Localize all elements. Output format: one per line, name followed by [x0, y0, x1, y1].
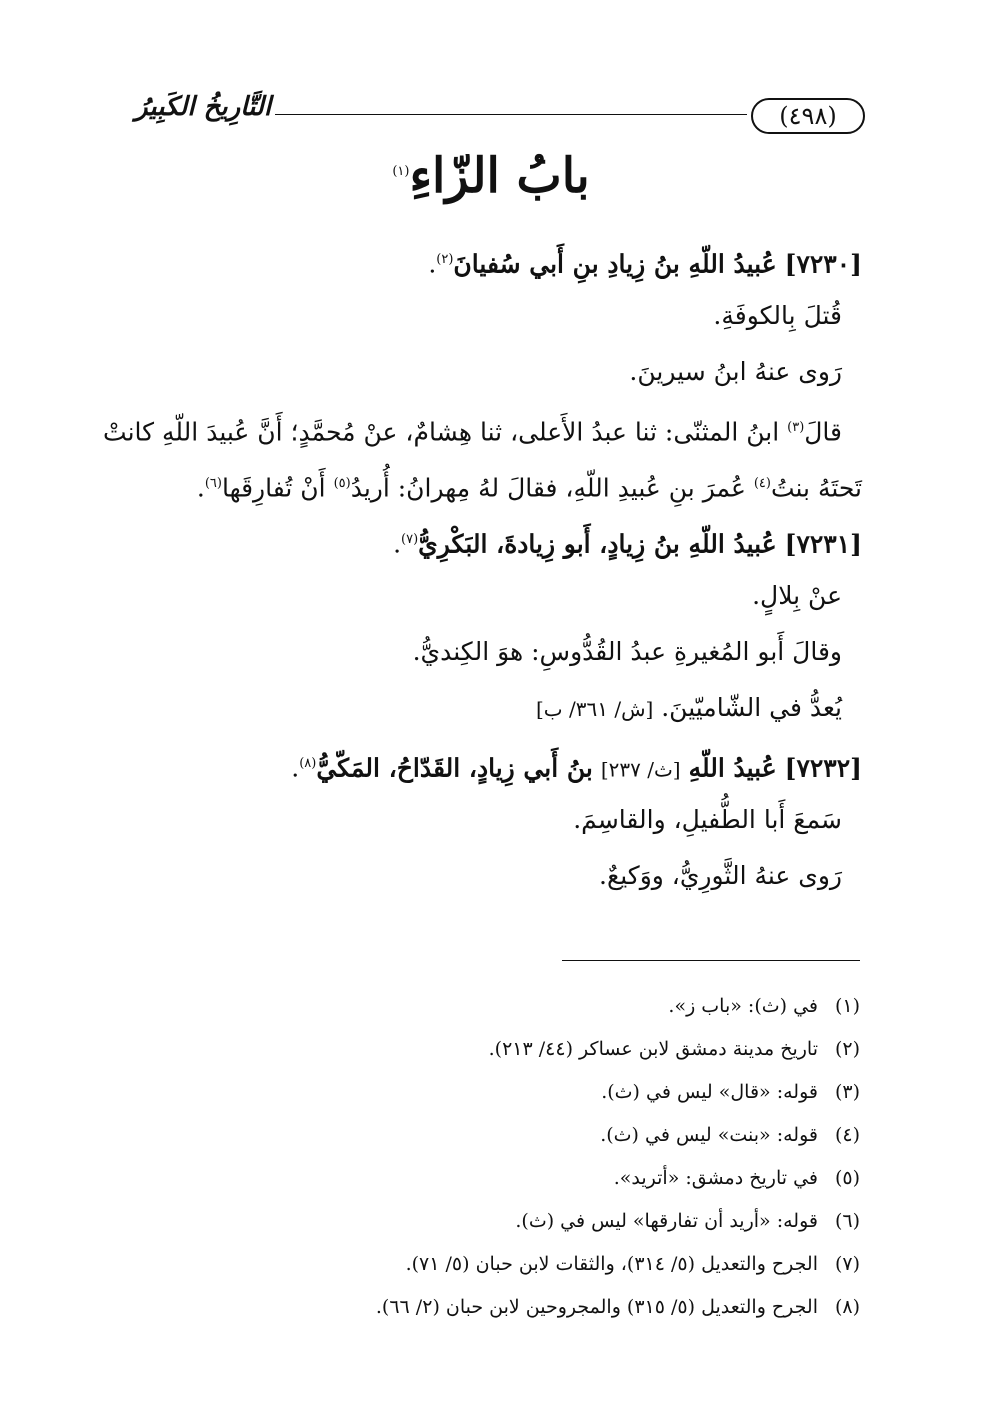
footnote-ref: (٤): [753, 476, 771, 491]
footnote-ref: (٦): [204, 476, 222, 491]
footnote-ref: (١): [392, 164, 410, 179]
text-span: عُمرَ بنِ عُبيدِ اللّهِ، فقالَ لهُ مِهرانُ: أُريدُ: [350, 473, 754, 503]
entry-line: [103, 400, 862, 456]
entry-name: بنُ أَبي زِيادٍ، القَدّاحُ، المَكّيُّ: [316, 753, 593, 783]
footnote-number: (٨): [834, 1296, 860, 1318]
footnote-text: في تاريخ دمشق: «أتريد».: [613, 1167, 818, 1189]
entry-name: عُبيدُ اللّهِ بنُ زِيادِ بنِ أَبي سُفيانَ: [453, 249, 777, 279]
footnote-number: (٥): [834, 1167, 860, 1189]
body-text: [103, 232, 862, 904]
footnote-number: (٢): [834, 1038, 860, 1060]
footnote: [160, 1200, 860, 1243]
footnote-number: (١): [834, 995, 860, 1017]
entry-line: قُتلَ بِالكوفَةِ.: [713, 301, 842, 330]
text-span: ابنُ المثنّى: ثنا عبدُ الأَعلى، ثنا هِشامٌ، عنْ مُحمَّدٍ؛ أَنَّ عُبيدَ اللّهِ كانتْ: [103, 417, 788, 447]
footnote: [160, 1028, 860, 1071]
footnote-text: الجرح والتعديل (٥/ ٣١٥) والمجروحين لابن حبان (٢/ ٦٦).: [375, 1296, 818, 1318]
footnote-text: في (ث): «باب ز».: [668, 995, 818, 1017]
footnote-number: (٣): [834, 1081, 860, 1103]
footnote: [160, 1243, 860, 1286]
footnote-ref: (٨): [299, 756, 317, 771]
page-number: (٤٩٨): [751, 98, 865, 134]
chapter-title: بابُ الزّاءِ: [409, 148, 590, 204]
footnote-text: قوله: «بنت» ليس في (ث).: [600, 1124, 818, 1146]
entry-heading-7231: [٧٢٣١] عُبيدُ اللّهِ بنُ زِيادٍ، أَبو زِيادةَ، البَكْرِيُّ$^{(٧)}$.: [393, 529, 862, 559]
footnote-ref: (٣): [787, 420, 805, 435]
entry-line: رَوى عنهُ ابنُ سيرينَ.: [629, 357, 842, 386]
entry-number: [٧٢٣١]: [784, 529, 862, 559]
footnote-text: قوله: «قال» ليس في (ث).: [601, 1081, 818, 1103]
text-span: قالَ: [804, 417, 842, 447]
footnote: [160, 1157, 860, 1200]
footnote-text: تاريخ مدينة دمشق لابن عساكر (٤٤/ ٢١٣).: [488, 1038, 818, 1060]
entry-line: عنْ بِلالٍ.: [752, 581, 842, 610]
entry-heading-7230: [٧٢٣٠] عُبيدُ اللّهِ بنُ زِيادِ بنِ أَبي سُفيانَ$^{(٢)}$.: [428, 249, 862, 279]
running-title: التَّارِيخُ الكَبِيرُ: [135, 92, 272, 122]
entry-line: [125, 680, 862, 736]
manuscript-ref: [ث/ ٢٣٧]: [600, 757, 681, 782]
entry-number: [٧٢٣٢]: [784, 753, 862, 783]
footnote-number: (٦): [834, 1210, 860, 1232]
manuscript-ref: [ش/ ٣٦١/ ب]: [536, 697, 654, 721]
footnotes: [160, 985, 860, 1329]
footnote-number: (٤): [834, 1124, 860, 1146]
text-span: أَنْ تُفارِقَها: [221, 473, 334, 503]
footnote-text: قوله: «أريد أن تفارقها» ليس في (ث).: [515, 1210, 818, 1232]
page-header: [125, 92, 865, 138]
footnote-number: (٧): [834, 1253, 860, 1275]
entry-name: عُبيدُ اللّهِ: [688, 753, 777, 783]
footnote-ref: (٥): [333, 476, 351, 491]
footnote-text: الجرح والتعديل (٥/ ٣١٤)، والثقات لابن حبان (٥/ ٧١).: [405, 1253, 818, 1275]
entry-line: رَوى عنهُ الثَّورِيُّ، ووَكيعٌ.: [599, 861, 842, 890]
entry-name: عُبيدُ اللّهِ بنُ زِيادٍ، أَبو زِيادةَ، البَكْرِيُّ: [418, 529, 777, 559]
footnote: [160, 1286, 860, 1329]
text-span: يُعدُّ في الشّاميّينَ.: [661, 693, 842, 722]
footnote-separator: [562, 960, 860, 961]
footnote-ref: (٢): [436, 252, 454, 267]
entry-line: وقالَ أَبو المُغيرةِ عبدُ القُدُّوسِ: هوَ الكِنديُّ.: [412, 637, 842, 666]
text-span: .: [196, 473, 205, 503]
text-span: تَحتَهُ بنتُ: [770, 473, 862, 503]
footnote-ref: (٧): [401, 532, 419, 547]
entry-line: [125, 456, 862, 512]
header-rule: [275, 114, 747, 115]
footnote: [160, 1114, 860, 1157]
footnote: [160, 1071, 860, 1114]
entry-heading-7232: [٧٢٣٢] عُبيدُ اللّهِ [ث/ ٢٣٧] بنُ أَبي زِيادٍ، القَدّاحُ، المَكّيُّ$^{(٨)}$.: [291, 753, 862, 783]
entry-number: [٧٢٣٠]: [784, 249, 862, 279]
entry-line: سَمعَ أَبا الطُّفيلِ، والقاسِمَ.: [573, 805, 842, 834]
chapter-heading: [0, 148, 982, 204]
footnote: [160, 985, 860, 1028]
